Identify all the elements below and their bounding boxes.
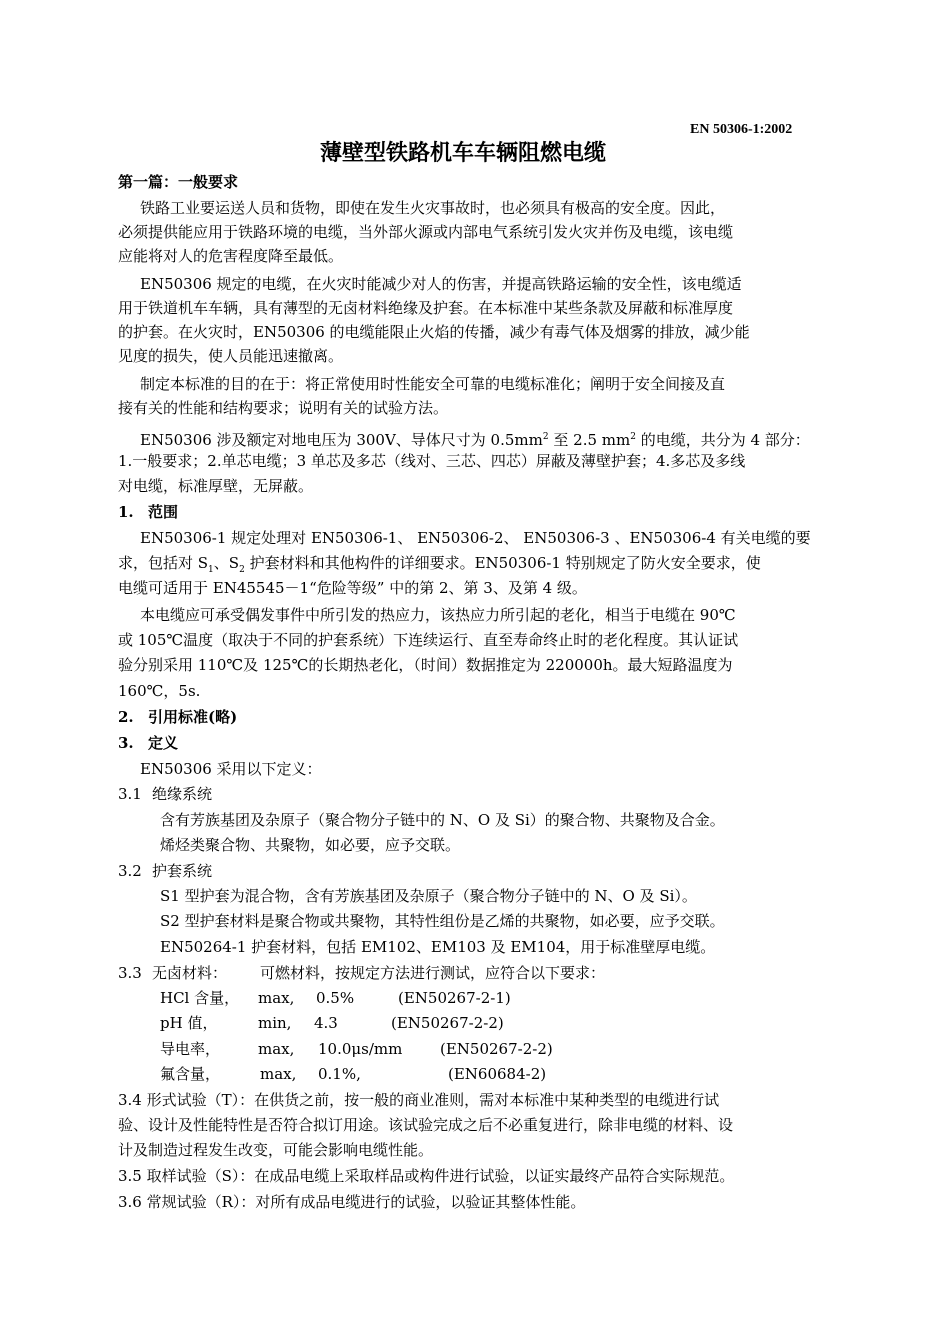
superscript: 2 bbox=[542, 432, 549, 442]
part-heading: 第一篇：一般要求 bbox=[118, 173, 239, 191]
property-name: HCl 含量， bbox=[160, 989, 240, 1007]
def-title: 绝缘系统 bbox=[152, 785, 213, 803]
property-name: 导电率， bbox=[160, 1040, 221, 1058]
intro-p1-line1: 铁路工业要运送人员和货物，即使在发生火灾事故时，也必须具有极高的安全度。因此， bbox=[140, 199, 726, 217]
sec1-text-c: 护套材料和其他构件的详细要求。EN50306-1 特别规定了防火安全要求，使 bbox=[244, 554, 761, 572]
test-standard: (EN50267-2-2) bbox=[391, 1014, 504, 1032]
section-title: 定义 bbox=[148, 734, 179, 752]
def-title: 无卤材料： bbox=[152, 964, 228, 982]
halogen-row bbox=[160, 1064, 546, 1084]
intro-p1-line2: 必须提供能应用于铁路环境的电缆，当外部火源或内部电气系统引发火灾并伤及电缆，该电缆 bbox=[118, 223, 734, 241]
def-3-2-line3: EN50264-1 护套材料，包括 EM102、EM103 及 EM104，用于标准壁厚电缆。 bbox=[160, 938, 716, 956]
intro-p4-line2: 1.一般要求；2.单芯电缆；3 单芯及多芯（线对、三芯、四芯）屏蔽及薄壁护套；4.多芯及多线 bbox=[118, 452, 746, 470]
section-1-heading bbox=[118, 502, 178, 522]
intro-p2-line2: 用于铁道机车车辆，具有薄型的无卤材料绝缘及护套。在本标准中某些条款及屏蔽和标准厚度 bbox=[118, 299, 734, 317]
limit-value: 10.0μs/mm bbox=[318, 1040, 403, 1058]
sec1-p2-line3: 验分别采用 110℃及 125℃的长期热老化，（时间）数据推定为 220000h。最大短路温度为 bbox=[118, 656, 733, 674]
def-description: 可燃材料，按规定方法进行测试，应符合以下要求： bbox=[260, 964, 606, 982]
section-number: 3. bbox=[118, 734, 134, 752]
standard-number: EN 50306-1:2002 bbox=[690, 122, 793, 137]
halogen-row bbox=[160, 1039, 553, 1059]
intro-p2-line1: EN50306 规定的电缆，在火灾时能减少对人的伤害，并提高铁路运输的安全性，该电缆适 bbox=[140, 275, 742, 293]
superscript: 2 bbox=[630, 432, 636, 442]
def-number: 3.1 bbox=[118, 785, 142, 803]
def-title: 护套系统 bbox=[152, 862, 213, 880]
section-number: 1. bbox=[118, 503, 134, 521]
sec1-text-b: 、S bbox=[213, 554, 240, 572]
def-3-4-line1: 3.4 形式试验（T）：在供货之前，按一般的商业准则，需对本标准中某种类型的电缆进行试 bbox=[118, 1091, 720, 1109]
def-number: 3.3 bbox=[118, 964, 142, 982]
intro-p4-text-b: 至 2.5 mm bbox=[548, 431, 631, 449]
subscript: 2 bbox=[239, 565, 245, 575]
sec1-p1-line2 bbox=[118, 553, 761, 580]
def-3-2-heading bbox=[118, 861, 212, 881]
intro-p2-line3: 的护套。在火灾时，EN50306 的电缆能限止火焰的传播，减少有毒气体及烟雾的排放，减少能 bbox=[118, 323, 750, 341]
def-3-4-line3: 计及制造过程发生改变，可能会影响电缆性能。 bbox=[118, 1141, 434, 1159]
section-number: 2. bbox=[118, 708, 134, 726]
test-standard: (EN50267-2-2) bbox=[440, 1040, 553, 1058]
def-3-2-line2: S2 型护套材料是聚合物或共聚物，其特性组份是乙烯的共聚物，如必要，应予交联。 bbox=[160, 912, 725, 930]
property-name: pH 值， bbox=[160, 1014, 218, 1032]
sec1-text-a: 求，包括对 S bbox=[118, 554, 209, 572]
section-title: 引用标准(略) bbox=[148, 708, 238, 726]
def-3-3-heading bbox=[118, 963, 605, 983]
def-3-6: 3.6 常规试验（R）：对所有成品电缆进行的试验，以验证其整体性能。 bbox=[118, 1193, 586, 1211]
limit-type: max, bbox=[258, 989, 295, 1007]
limit-value: 0.1%, bbox=[318, 1065, 361, 1083]
property-name: 氟含量， bbox=[160, 1065, 221, 1083]
limit-type: min, bbox=[258, 1014, 292, 1032]
section-3-heading bbox=[118, 733, 178, 753]
intro-p1-line3: 应能将对人的危害程度降至最低。 bbox=[118, 247, 344, 265]
halogen-row bbox=[160, 1013, 504, 1033]
intro-p4-line3: 对电缆，标准厚壁，无屏蔽。 bbox=[118, 477, 314, 495]
def-3-4-line2: 验、设计及性能特性是否符合拟订用途。该试验完成之后不必重复进行，除非电缆的材料、设 bbox=[118, 1116, 734, 1134]
limit-value: 4.3 bbox=[314, 1014, 338, 1032]
limit-value: 0.5% bbox=[316, 989, 355, 1007]
def-3-5: 3.5 取样试验（S）：在成品电缆上采取样品或构件进行试验，以证实最终产品符合实际规范。 bbox=[118, 1167, 735, 1185]
def-number: 3.2 bbox=[118, 862, 142, 880]
def-3-2-line1: S1 型护套为混合物，含有芳族基团及杂原子（聚合物分子链中的 N、O 及 Si）。 bbox=[160, 887, 697, 905]
def-3-1-heading bbox=[118, 784, 212, 804]
sec1-p2-line1: 本电缆应可承受偶发事件中所引发的热应力，该热应力所引起的老化，相当于电缆在 90℃ bbox=[140, 606, 736, 624]
intro-p3-line2: 接有关的性能和结构要求；说明有关的试验方法。 bbox=[118, 399, 449, 417]
subscript: 1 bbox=[208, 565, 214, 575]
sec3-intro: EN50306 采用以下定义： bbox=[140, 760, 322, 778]
sec1-p2-line2: 或 105℃温度（取决于不同的护套系统）下连续运行、直至寿命终止时的老化程度。其认证试 bbox=[118, 631, 739, 649]
section-title: 范围 bbox=[148, 503, 179, 521]
intro-p3-line1: 制定本标准的目的在于：将正常使用时性能安全可靠的电缆标准化；阐明于安全间接及直 bbox=[140, 375, 726, 393]
intro-p4-text-c: 的电缆，共分为 4 部分： bbox=[635, 431, 810, 449]
sec1-p1-line3: 电缆可适用于 EN45545－1“危险等级” 中的第 2、第 3、及第 4 级。 bbox=[118, 579, 587, 597]
intro-p2-line4: 见度的损失，使人员能迅速撤离。 bbox=[118, 347, 344, 365]
test-standard: (EN50267-2-1) bbox=[398, 989, 511, 1007]
limit-type: max, bbox=[260, 1065, 297, 1083]
test-standard: (EN60684-2) bbox=[448, 1065, 547, 1083]
document-title: 薄壁型铁路机车车辆阻燃电缆 bbox=[319, 140, 606, 166]
limit-type: max, bbox=[258, 1040, 295, 1058]
intro-p4-text-a: EN50306 涉及额定对地电压为 300V、导体尺寸为 0.5mm bbox=[140, 431, 543, 449]
section-2-heading bbox=[118, 707, 237, 727]
intro-p4-line1 bbox=[140, 427, 810, 450]
halogen-row bbox=[160, 988, 511, 1008]
def-3-1-line2: 烯烃类聚合物、共聚物，如必要，应予交联。 bbox=[160, 836, 461, 854]
sec1-p2-line4: 160℃，5s. bbox=[118, 682, 201, 700]
sec1-p1-line1: EN50306-1 规定处理对 EN50306-1、 EN50306-2、 EN50306-3 、EN50306-4 有关电缆的要 bbox=[140, 529, 811, 547]
def-3-1-line1: 含有芳族基团及杂原子（聚合物分子链中的 N、O 及 Si）的聚合物、共聚物及合金。 bbox=[160, 811, 725, 829]
